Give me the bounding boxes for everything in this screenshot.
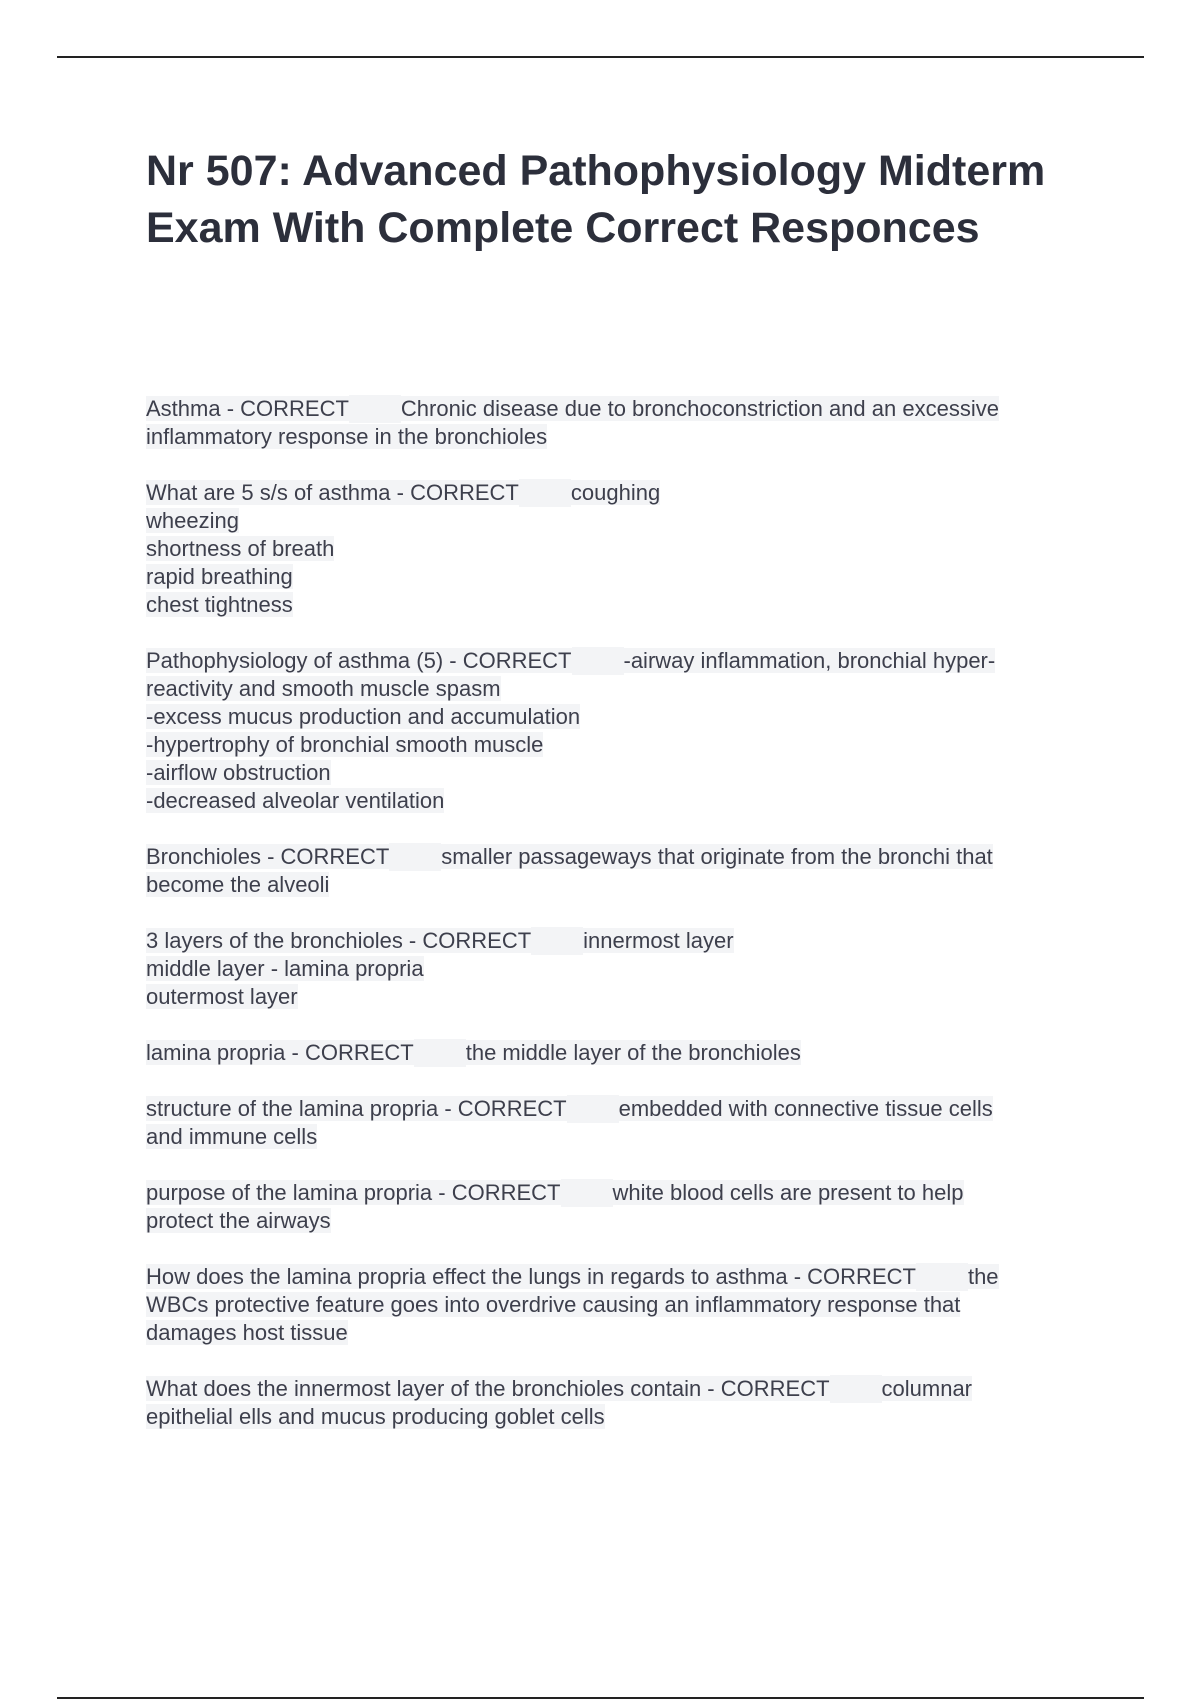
answer-line [146,759,1096,787]
answer-text: -hypertrophy of bronchial smooth muscle [146,732,544,757]
qa-entry [146,395,1096,451]
answer-line [146,423,1096,451]
question-text: purpose of the lamina propria - CORRECT [146,1180,561,1205]
qa-first-line [146,927,1096,955]
answer-text: -airflow obstruction [146,760,331,785]
answer-text: Chronic disease due to bronchoconstriction and an excessive [400,396,999,421]
answer-text: epithelial ells and mucus producing goblet cells [146,1404,605,1429]
qa-entry [146,927,1096,1011]
answer-text: shortness of breath [146,536,335,561]
question-text: Bronchioles - CORRECT [146,844,390,869]
answer-separator [567,1095,619,1123]
answer-line [146,703,1096,731]
answer-text: wheezing [146,508,239,533]
answer-line [146,983,1096,1011]
answer-text: WBCs protective feature goes into overdrive causing an inflammatory response that [146,1292,961,1317]
answer-separator [519,479,571,507]
qa-first-line [146,1375,1096,1403]
answer-text: white blood cells are present to help [612,1180,964,1205]
answer-line [146,507,1096,535]
answer-text: become the alveoli [146,872,330,897]
qa-entry [146,647,1096,815]
answer-separator [349,395,401,423]
qa-first-line [146,1039,1096,1067]
answer-line [146,955,1096,983]
answer-text: inflammatory response in the bronchioles [146,424,548,449]
answer-line [146,563,1096,591]
answer-text: smaller passageways that originate from the bronchi that [441,844,993,869]
bottom-divider [57,1697,1144,1699]
answer-line [146,1403,1096,1431]
qa-first-line [146,843,1096,871]
qa-entry [146,1179,1096,1235]
top-divider [57,56,1144,58]
qa-entry [146,843,1096,899]
answer-line [146,787,1096,815]
qa-first-line [146,1095,1096,1123]
answer-separator [830,1375,882,1403]
question-text: What does the innermost layer of the bronchioles contain - CORRECT [146,1376,830,1401]
qa-first-line [146,1179,1096,1207]
answer-line [146,871,1096,899]
question-text: Asthma - CORRECT [146,396,349,421]
qa-first-line [146,1263,1096,1291]
question-text: How does the lamina propria effect the lungs in regards to asthma - CORRECT [146,1264,916,1289]
answer-line [146,731,1096,759]
question-text: 3 layers of the bronchioles - CORRECT [146,928,532,953]
answer-line [146,591,1096,619]
answer-line [146,1291,1096,1319]
qa-entry [146,1039,1096,1067]
question-text: What are 5 s/s of asthma - CORRECT [146,480,519,505]
answer-separator [531,927,583,955]
answer-text: the middle layer of the bronchioles [465,1040,801,1065]
answer-text: embedded with connective tissue cells [618,1096,993,1121]
question-text: Pathophysiology of asthma (5) - CORRECT [146,648,572,673]
answer-text: protect the airways [146,1208,331,1233]
answer-text: -decreased alveolar ventilation [146,788,445,813]
answer-text: rapid breathing [146,564,293,589]
answer-separator [572,647,624,675]
answer-line [146,1207,1096,1235]
answer-text: outermost layer [146,984,298,1009]
answer-text: the [967,1264,999,1289]
qa-first-line [146,395,1096,423]
answer-text: reactivity and smooth muscle spasm [146,676,501,701]
qa-entry [146,1095,1096,1151]
answer-separator [389,843,441,871]
qa-first-line [146,647,1096,675]
answer-text: chest tightness [146,592,293,617]
answer-text: -airway inflammation, bronchial hyper- [623,648,996,673]
answer-text: and immune cells [146,1124,318,1149]
answer-line [146,1123,1096,1151]
qa-list [146,395,1096,1459]
qa-entry [146,1375,1096,1431]
question-text: structure of the lamina propria - CORRECT [146,1096,567,1121]
answer-line [146,535,1096,563]
qa-entry [146,1263,1096,1347]
answer-text: coughing [570,480,661,505]
answer-text: damages host tissue [146,1320,348,1345]
question-text: lamina propria - CORRECT [146,1040,414,1065]
answer-text: middle layer - lamina propria [146,956,424,981]
answer-line [146,1319,1096,1347]
answer-line [146,675,1096,703]
qa-first-line [146,479,1096,507]
answer-separator [414,1039,466,1067]
qa-entry [146,479,1096,619]
answer-separator [561,1179,613,1207]
answer-text: innermost layer [583,928,734,953]
answer-text: -excess mucus production and accumulation [146,704,581,729]
answer-text: columnar [881,1376,973,1401]
answer-separator [916,1263,968,1291]
document-title: Nr 507: Advanced Pathophysiology Midterm Exam With Complete Correct Responces [146,147,1046,252]
